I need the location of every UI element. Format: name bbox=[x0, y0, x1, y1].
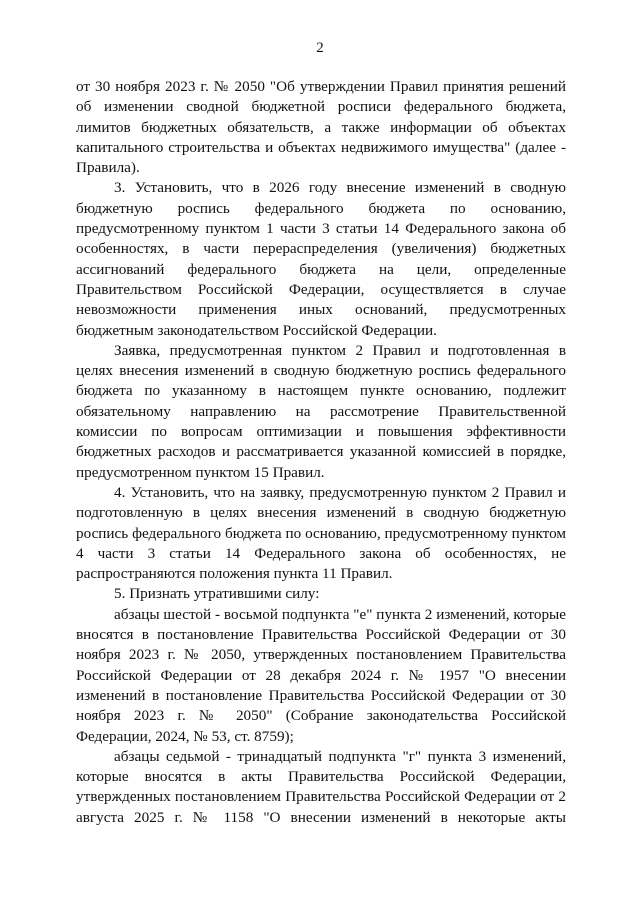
paragraph-item-5: 5. Признать утратившими силу: bbox=[114, 585, 320, 603]
paragraph-item-4: 4. Установить, что на заявку, предусмотренную пунктом 2 Правил и подготовленную в целях внесения изменений в сводную бюджетную роспись федерального бюджета по основанию, предусмотренному пунктом 4 части 3 статьи 14 Федерального закона об особенностях, не распространяются положения пункта 11 Правил. bbox=[76, 483, 566, 583]
paragraph-item-3: 3. Установить, что в 2026 году внесение изменений в сводную бюджетную роспись федерального бюджета по основанию, предусмотренному пунктом 1 части 3 статьи 14 Федерального закона об особенностях, в части перераспределения (увеличения) бюджетных ассигнований федерального бюджета на цели, определенные Правительством Российской Федерации, осуществляется в случае невозможности применения иных оснований, предусмотренных бюджетным законодательством Российской Федерации. bbox=[76, 179, 566, 339]
paragraph-item-5-first-entry: абзацы шестой - восьмой подпункта "е" пункта 2 изменений, которые вносятся в постановление Правительства Российской Федерации от 30 ноября 2023 г. № 2050, утвержденных постановлением Правительства Российской Федерации от 28 декабря 2024 г. № 1957 "О внесении изменений в постановление Правительства Российской Федерации от 30 ноября 2023 г. № 2050" (Собрание законодательства Российской Федерации, 2024, № 53, ст. 8759); bbox=[76, 605, 566, 745]
page-number: 2 bbox=[316, 40, 324, 56]
paragraph-preamble-continuation: от 30 ноября 2023 г. № 2050 "Об утверждении Правил принятия решений об изменении сводной бюджетной росписи федерального бюджета, лимитов бюджетных обязательств, а также информации об объектах капитального строительства и объектах недвижимого имущества" (далее - Правила). bbox=[76, 78, 566, 177]
paragraph-item-3-application: Заявка, предусмотренная пунктом 2 Правил и подготовленная в целях внесения изменений в сводную бюджетную роспись федерального бюджета по указанному в настоящем пункте основанию, подлежит обязательному направлению на рассмотрение Правительственной комиссии по вопросам оптимизации и повышения эффективности бюджетных расходов и рассматривается указанной комиссией в порядке, предусмотренном пунктом 15 Правил. bbox=[76, 341, 566, 481]
document-body bbox=[76, 77, 566, 828]
paragraph-item-5-second-entry: абзацы седьмой - тринадцатый подпункта "г" пункта 3 изменений, которые вносятся в акты Правительства Российской Федерации, утвержденных постановлением Правительства Российской Федерации от 2 августа 2025 г. № 1158 "О внесении изменений в некоторые акты bbox=[76, 747, 566, 826]
